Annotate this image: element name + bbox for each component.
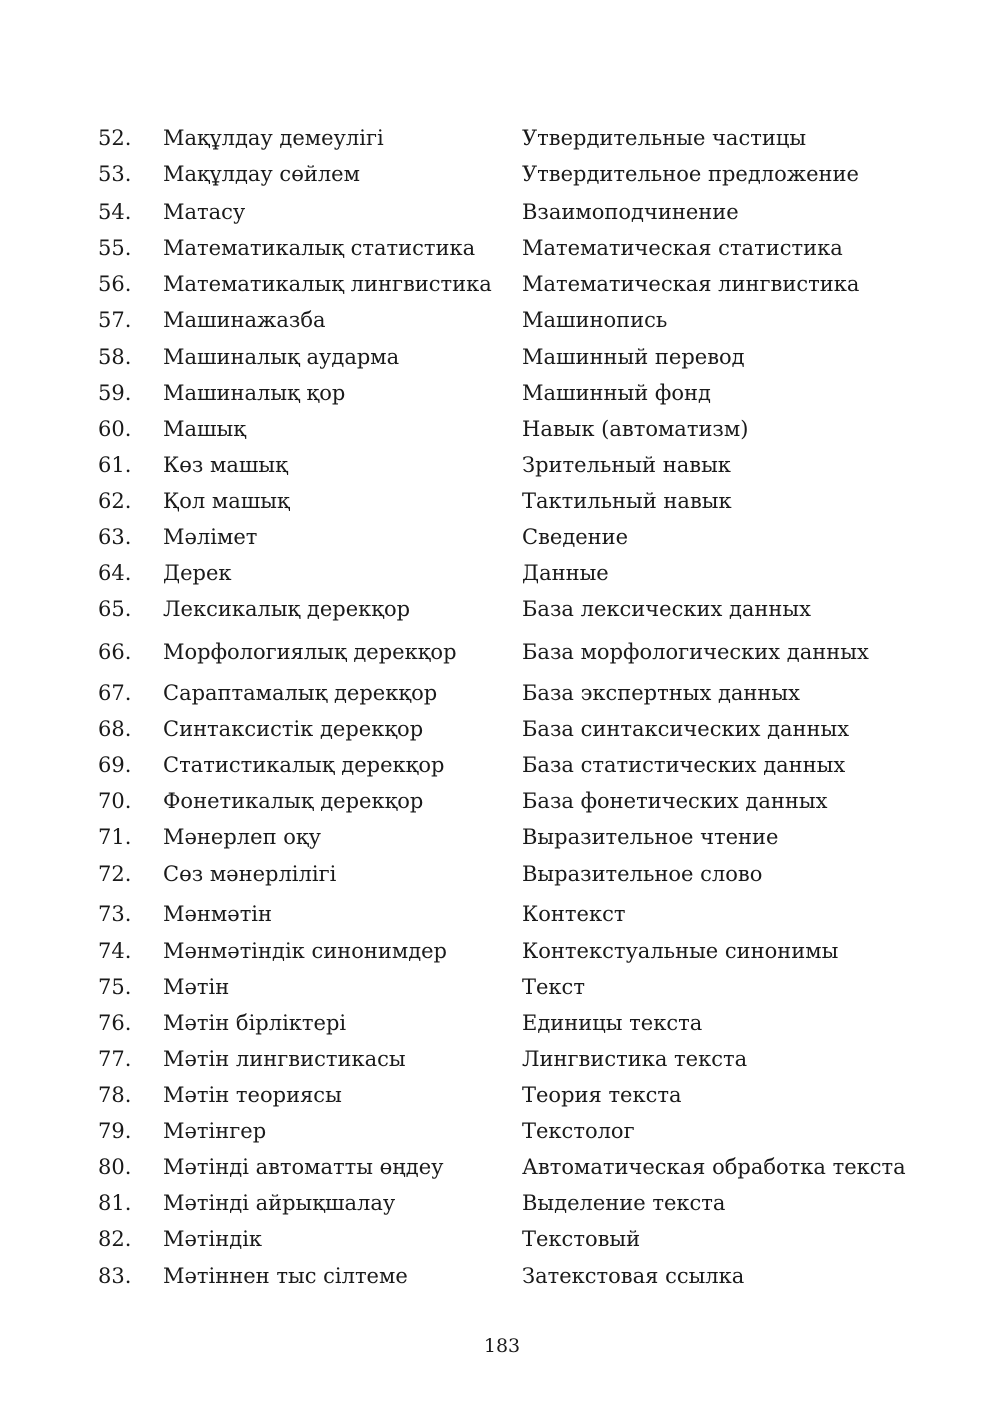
entry-number: 58.: [98, 345, 132, 369]
kazakh-term: Мәнерлеп оқу: [163, 825, 321, 849]
list-item: [0, 969, 1004, 1005]
russian-term: База статистических данных: [522, 753, 846, 777]
entry-number: 73.: [98, 902, 132, 926]
list-item: [0, 856, 1004, 892]
russian-term: Тактильный навык: [522, 489, 732, 513]
kazakh-term: Синтаксистік дерекқор: [163, 717, 424, 741]
kazakh-term: Мәтіннен тыс сілтеме: [163, 1264, 408, 1288]
entry-number: 53.: [98, 162, 132, 186]
russian-term: Единицы текста: [522, 1011, 703, 1035]
russian-term: База лексических данных: [522, 597, 811, 621]
kazakh-term: Қол машық: [163, 489, 290, 513]
list-item: [0, 591, 1004, 627]
list-item: [0, 1005, 1004, 1041]
list-item: [0, 747, 1004, 783]
kazakh-term: Математикалық лингвистика: [163, 272, 492, 296]
list-item: [0, 194, 1004, 230]
entry-number: 64.: [98, 561, 132, 585]
kazakh-term: Мәтін: [163, 975, 230, 999]
russian-term: Выразительное слово: [522, 862, 763, 886]
entry-number: 65.: [98, 597, 132, 621]
russian-term: Сведение: [522, 525, 629, 549]
russian-term: Теория текста: [522, 1083, 682, 1107]
entry-number: 70.: [98, 789, 132, 813]
list-item: [0, 896, 1004, 932]
entry-number: 71.: [98, 825, 132, 849]
russian-term: Автоматическая обработка текста: [522, 1155, 906, 1179]
kazakh-term: Матасу: [163, 200, 246, 224]
russian-term: Выразительное чтение: [522, 825, 779, 849]
russian-term: Математическая лингвистика: [522, 272, 860, 296]
entry-number: 57.: [98, 308, 132, 332]
russian-term: Машинный фонд: [522, 381, 711, 405]
kazakh-term: Машинажазба: [163, 308, 326, 332]
entry-number: 83.: [98, 1264, 132, 1288]
kazakh-term: Мәтіндік: [163, 1227, 263, 1251]
entry-number: 80.: [98, 1155, 132, 1179]
entry-number: 82.: [98, 1227, 132, 1251]
entry-number: 62.: [98, 489, 132, 513]
entry-number: 69.: [98, 753, 132, 777]
entry-number: 81.: [98, 1191, 132, 1215]
list-item: [0, 447, 1004, 483]
kazakh-term: Мақұлдау сөйлем: [163, 162, 360, 186]
kazakh-term: Лексикалық дерекқор: [163, 597, 411, 621]
list-item: [0, 1077, 1004, 1113]
list-item: [0, 675, 1004, 711]
russian-term: Машинный перевод: [522, 345, 745, 369]
list-item: [0, 1185, 1004, 1221]
kazakh-term: Мәтін бірліктері: [163, 1011, 347, 1035]
kazakh-term: Машиналық қор: [163, 381, 346, 405]
list-item: [0, 555, 1004, 591]
kazakh-term: Мәтін теориясы: [163, 1083, 342, 1107]
list-item: [0, 230, 1004, 266]
list-item: [0, 933, 1004, 969]
russian-term: Данные: [522, 561, 609, 585]
russian-term: База морфологических данных: [522, 640, 869, 664]
list-item: [0, 411, 1004, 447]
entry-number: 63.: [98, 525, 132, 549]
entry-number: 78.: [98, 1083, 132, 1107]
kazakh-term: Мәнмәтін: [163, 902, 273, 926]
entry-number: 72.: [98, 862, 132, 886]
russian-term: База фонетических данных: [522, 789, 828, 813]
russian-term: Математическая статистика: [522, 236, 843, 260]
list-item: [0, 1221, 1004, 1257]
list-item: [0, 120, 1004, 156]
entry-number: 79.: [98, 1119, 132, 1143]
entry-number: 60.: [98, 417, 132, 441]
kazakh-term: Көз машық: [163, 453, 288, 477]
kazakh-term: Мәтінгер: [163, 1119, 267, 1143]
entry-number: 56.: [98, 272, 132, 296]
entry-number: 75.: [98, 975, 132, 999]
entry-number: 59.: [98, 381, 132, 405]
entry-number: 52.: [98, 126, 132, 150]
kazakh-term: Математикалық статистика: [163, 236, 476, 260]
kazakh-term: Мәлімет: [163, 525, 258, 549]
russian-term: Навык (автоматизм): [522, 417, 749, 441]
russian-term: Текстолог: [522, 1119, 635, 1143]
russian-term: Утвердительные частицы: [522, 126, 807, 150]
russian-term: Контекстуальные синонимы: [522, 939, 839, 963]
kazakh-term: Мәтінді автоматты өңдеу: [163, 1155, 444, 1179]
russian-term: Взаимоподчинение: [522, 200, 739, 224]
russian-term: Выделение текста: [522, 1191, 726, 1215]
list-item: [0, 819, 1004, 855]
russian-term: База синтаксических данных: [522, 717, 850, 741]
entry-number: 74.: [98, 939, 132, 963]
kazakh-term: Машық: [163, 417, 246, 441]
kazakh-term: Сөз мәнерлілігі: [163, 862, 337, 886]
list-item: [0, 339, 1004, 375]
entry-number: 77.: [98, 1047, 132, 1071]
list-item: [0, 302, 1004, 338]
list-item: [0, 375, 1004, 411]
russian-term: База экспертных данных: [522, 681, 800, 705]
list-item: [0, 711, 1004, 747]
russian-term: Зрительный навык: [522, 453, 731, 477]
list-item: [0, 1041, 1004, 1077]
entry-number: 68.: [98, 717, 132, 741]
kazakh-term: Фонетикалық дерекқор: [163, 789, 424, 813]
list-item: [0, 783, 1004, 819]
entry-number: 55.: [98, 236, 132, 260]
kazakh-term: Дерек: [163, 561, 232, 585]
kazakh-term: Машиналық аударма: [163, 345, 400, 369]
kazakh-term: Мәнмәтіндік синонимдер: [163, 939, 447, 963]
russian-term: Текст: [522, 975, 585, 999]
entry-number: 76.: [98, 1011, 132, 1035]
entry-number: 67.: [98, 681, 132, 705]
list-item: [0, 1113, 1004, 1149]
entry-number: 61.: [98, 453, 132, 477]
list-item: [0, 483, 1004, 519]
list-item: [0, 156, 1004, 192]
russian-term: Затекстовая ссылка: [522, 1264, 745, 1288]
russian-term: Текстовый: [522, 1227, 641, 1251]
list-item: [0, 266, 1004, 302]
list-item: [0, 1258, 1004, 1294]
russian-term: Лингвистика текста: [522, 1047, 748, 1071]
russian-term: Контекст: [522, 902, 626, 926]
kazakh-term: Мәтін лингвистикасы: [163, 1047, 406, 1071]
list-item: [0, 1149, 1004, 1185]
kazakh-term: Сараптамалық дерекқор: [163, 681, 438, 705]
kazakh-term: Мәтінді айрықшалау: [163, 1191, 396, 1215]
kazakh-term: Морфологиялық дерекқор: [163, 640, 457, 664]
list-item: [0, 634, 1004, 670]
kazakh-term: Мақұлдау демеулігі: [163, 126, 384, 150]
entry-number: 54.: [98, 200, 132, 224]
list-item: [0, 519, 1004, 555]
russian-term: Утвердительное предложение: [522, 162, 859, 186]
russian-term: Машинопись: [522, 308, 668, 332]
entry-number: 66.: [98, 640, 132, 664]
page-number: 183: [483, 1335, 521, 1357]
kazakh-term: Статистикалық дерекқор: [163, 753, 445, 777]
